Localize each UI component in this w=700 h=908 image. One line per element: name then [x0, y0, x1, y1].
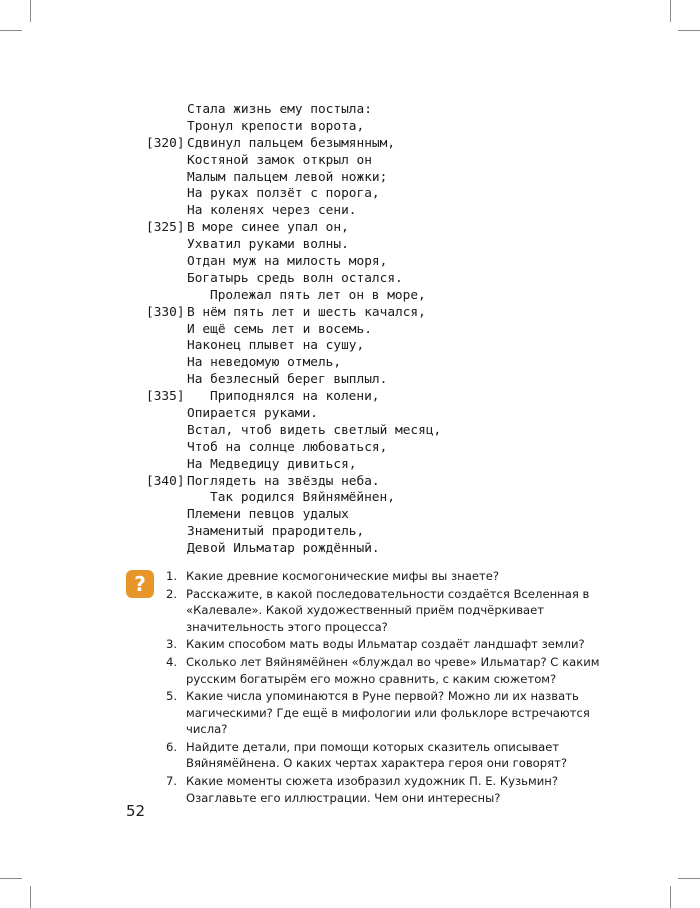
question-item: [166, 654, 630, 687]
question-item: [166, 586, 630, 635]
poem-line-text: На безлесный берег выплыл.: [187, 372, 388, 388]
poem-line-text: В море синее упал он,: [187, 220, 349, 236]
crop-mark-bottom-right: [670, 886, 671, 908]
poem-line-text: Поглядеть на звёзды неба.: [187, 473, 380, 489]
poem-line: [0, 186, 700, 203]
question-text: Какие числа упоминаются в Руне первой? Можно ли их назвать магическими? Где ещё в мифологии или фольклоре встречаются числа?: [186, 689, 590, 737]
question-icon: ?: [126, 570, 154, 598]
poem-text: [0, 102, 700, 558]
poem-line: [0, 170, 700, 187]
question-text: Каким способом мать воды Ильматар создаёт ландшафт земли?: [186, 637, 585, 652]
crop-mark-bottom-left: [30, 886, 31, 908]
question-item: [166, 688, 630, 737]
poem-line-text: Племени певцов удалых: [187, 507, 349, 523]
question-number: 6.: [166, 740, 178, 755]
poem-line: [0, 220, 700, 237]
poem-line-text: Богатырь средь волн остался.: [187, 270, 403, 286]
crop-mark-top-right: [670, 0, 671, 22]
poem-line-text: И ещё семь лет и восемь.: [187, 321, 372, 337]
poem-line: [0, 406, 700, 423]
poem-line-text: На коленях через сени.: [187, 203, 357, 219]
line-number: [325]: [146, 220, 185, 236]
poem-line: [0, 440, 700, 457]
poem-line: [0, 389, 700, 406]
poem-line: [0, 490, 700, 507]
poem-line: [0, 254, 700, 271]
poem-line: [0, 457, 700, 474]
question-text: Какие древние космогонические мифы вы знаете?: [186, 569, 500, 583]
crop-mark-bottom-right-h: [678, 878, 700, 879]
poem-line-text: На Медведицу дивиться,: [187, 456, 357, 472]
poem-line-text: Наконец плывет на сушу,: [187, 338, 365, 354]
line-number: [320]: [146, 135, 185, 151]
poem-line-text: Знаменитый прародитель,: [187, 524, 365, 540]
poem-line-text: На руках ползёт с порога,: [187, 186, 380, 202]
poem-line-text: Опирается руками.: [187, 406, 318, 422]
question-number: 3.: [166, 637, 178, 652]
poem-line: [0, 271, 700, 288]
question-item: [166, 739, 630, 772]
line-number: [340]: [146, 473, 185, 489]
poem-line: [0, 119, 700, 136]
question-item: [166, 773, 630, 806]
poem-line: [0, 288, 700, 305]
question-number: 5.: [166, 689, 178, 704]
poem-line-text: Так родился Вяйнямёйнен,: [210, 490, 395, 506]
poem-line: [0, 102, 700, 119]
poem-line-text: Приподнялся на колени,: [210, 389, 380, 405]
crop-mark-top-right-h: [678, 30, 700, 31]
question-text: Какие моменты сюжета изобразил художник П. Е. Кузьмин? Озаглавьте его иллюстрации. Чем они интересны?: [186, 774, 559, 805]
questions-list: [166, 568, 630, 807]
poem-line-text: Стала жизнь ему постыла:: [187, 102, 372, 117]
question-text: Найдите детали, при помощи которых сказитель описывает Вяйнямёйнена. О каких чертах характера героя они говорят?: [186, 740, 567, 771]
page-number: 52: [126, 802, 146, 820]
poem-line-text: Отдан муж на милость моря,: [187, 254, 388, 270]
poem-line: [0, 474, 700, 491]
poem-line-text: Пролежал пять лет он в море,: [210, 287, 426, 303]
poem-line-text: Тронул крепости ворота,: [187, 118, 365, 134]
poem-line-text: Девой Ильматар рождённый.: [187, 541, 380, 557]
poem-line-text: Малым пальцем левой ножки;: [187, 169, 388, 185]
poem-line-text: В нём пять лет и шесть качался,: [187, 304, 426, 320]
poem-line: [0, 203, 700, 220]
poem-line-text: Чтоб на солнце любоваться,: [187, 439, 388, 455]
poem-line: [0, 355, 700, 372]
poem-line: [0, 507, 700, 524]
poem-line: [0, 524, 700, 541]
crop-mark-top-left: [30, 0, 31, 22]
question-item: [166, 636, 630, 652]
line-number: [335]: [146, 389, 185, 405]
poem-line: [0, 372, 700, 389]
poem-line: [0, 136, 700, 153]
poem-line: [0, 322, 700, 339]
poem-line-text: Костяной замок открыл он: [187, 152, 372, 168]
poem-line: [0, 423, 700, 440]
question-text: Сколько лет Вяйнямёйнен «блуждал во чреве» Ильматар? С каким русским богатырём его можно сравнить, с каким сюжетом?: [186, 655, 600, 686]
poem-line: [0, 153, 700, 170]
crop-mark-bottom-left-h: [0, 878, 22, 879]
crop-mark-top-left-h: [0, 30, 22, 31]
question-number: 2.: [166, 586, 178, 601]
question-text: Расскажите, в какой последовательности создаётся Вселенная в «Калевале». Какой художественный приём подчёркивает значительность этого процесса?: [186, 586, 590, 634]
poem-line: [0, 338, 700, 355]
line-number: [330]: [146, 304, 185, 320]
poem-line-text: На неведомую отмель,: [187, 355, 342, 371]
question-number: 4.: [166, 655, 178, 670]
poem-line-text: Ухватил руками волны.: [187, 237, 349, 253]
poem-line: [0, 237, 700, 254]
poem-line: [0, 305, 700, 322]
question-number: 7.: [166, 774, 178, 789]
poem-line-text: Сдвинул пальцем безымянным,: [187, 135, 396, 151]
poem-line-text: Встал, чтоб видеть светлый месяц,: [187, 422, 442, 438]
question-item: [166, 568, 630, 584]
poem-line: [0, 541, 700, 558]
question-number: 1.: [166, 569, 178, 583]
